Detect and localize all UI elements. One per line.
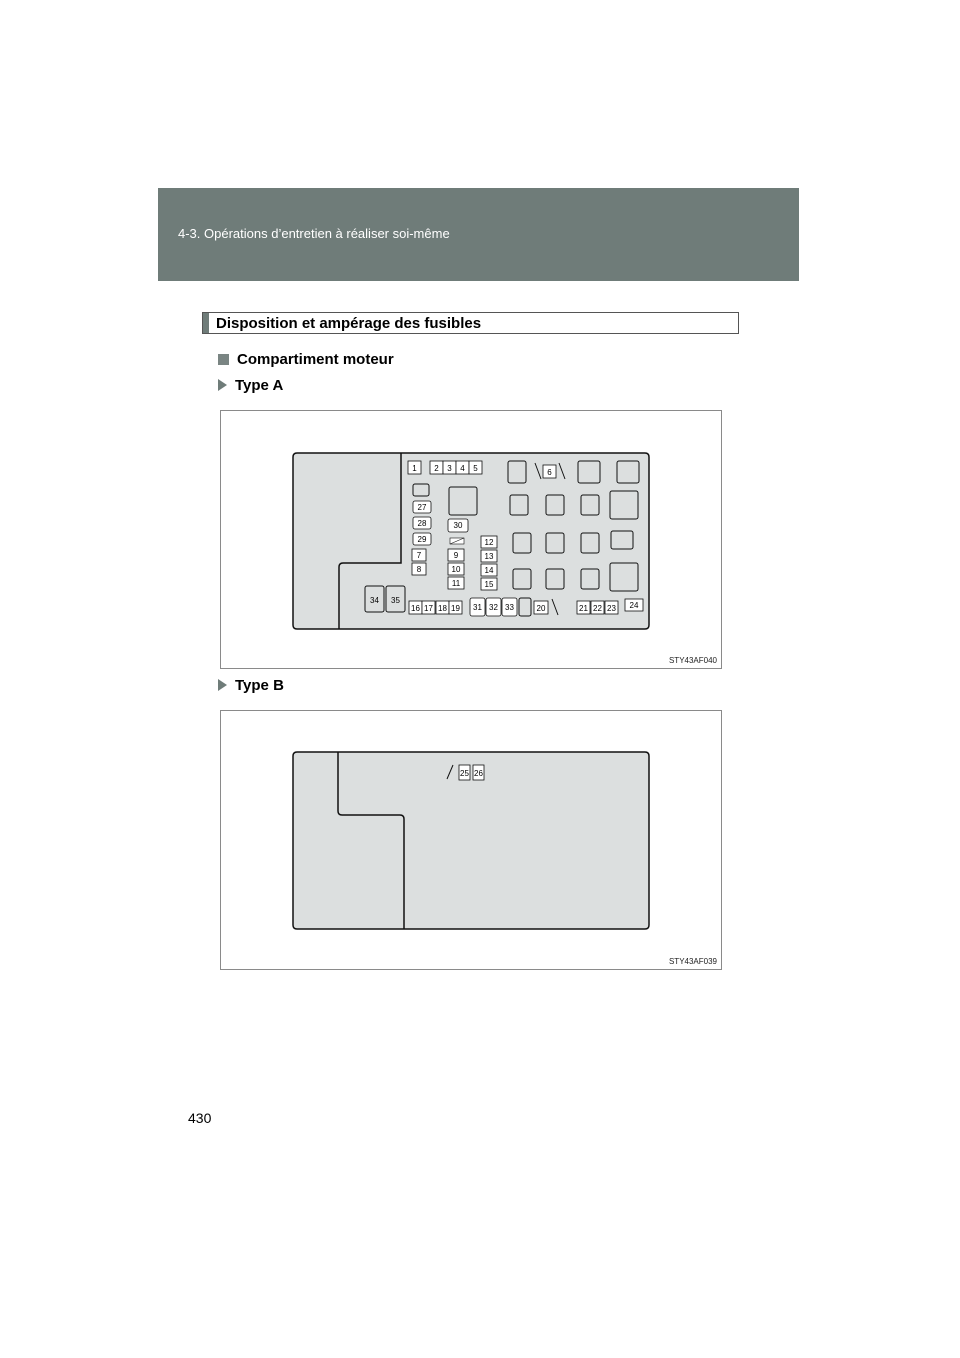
fuse-1	[408, 461, 421, 474]
fuse-17	[422, 601, 435, 614]
svg-text:9: 9	[453, 551, 459, 560]
fuse-5	[469, 461, 482, 474]
subsection-heading	[218, 351, 394, 368]
fuse-22	[591, 601, 604, 614]
svg-text:32: 32	[489, 603, 498, 612]
section-heading	[202, 312, 739, 334]
relay	[546, 533, 564, 553]
fuse-15	[481, 578, 497, 590]
svg-text:29: 29	[417, 535, 427, 544]
svg-text:8: 8	[416, 565, 422, 574]
fuse-28	[413, 517, 431, 529]
svg-text:17: 17	[424, 604, 433, 613]
chapter-header	[158, 188, 799, 281]
chapter-title: 4-3. Opérations d’entretien à réaliser soi-même	[178, 226, 450, 241]
fuse-10	[448, 563, 464, 575]
svg-text:13: 13	[484, 552, 494, 561]
svg-text:35: 35	[391, 596, 400, 605]
fuse-13	[481, 550, 497, 562]
svg-text:6: 6	[547, 468, 552, 477]
svg-text:16: 16	[411, 604, 420, 613]
square-bullet-icon	[218, 354, 229, 365]
svg-text:3: 3	[447, 464, 452, 473]
fuse-25	[459, 765, 470, 780]
fuse-box-type-b-svg	[221, 711, 723, 971]
subsection-title: Compartiment moteur	[237, 351, 394, 368]
fuse-30	[448, 519, 468, 532]
svg-text:23: 23	[607, 604, 616, 613]
fuse-34	[365, 586, 384, 612]
fuse-box-type-a-svg	[221, 411, 723, 670]
fuse-21	[577, 601, 590, 614]
fuse-box-panel	[293, 752, 649, 929]
type-a-label: Type A	[235, 377, 284, 394]
relay	[581, 569, 599, 589]
fuse-slot	[413, 484, 429, 496]
relay	[546, 569, 564, 589]
relay	[617, 461, 639, 483]
type-b-label: Type B	[235, 677, 284, 694]
svg-text:1: 1	[412, 464, 417, 473]
relay	[611, 531, 633, 549]
svg-text:10: 10	[451, 565, 461, 574]
relay	[513, 533, 531, 553]
svg-text:34: 34	[370, 596, 379, 605]
svg-text:21: 21	[579, 604, 588, 613]
svg-text:5: 5	[473, 464, 478, 473]
type-b-heading	[218, 677, 284, 694]
page-number: 430	[188, 1110, 212, 1126]
fuse-diagram-type-b	[220, 710, 722, 970]
svg-text:12: 12	[484, 538, 494, 547]
fuse-6	[543, 465, 556, 478]
relay	[610, 563, 638, 591]
fuse-8	[412, 563, 426, 575]
svg-text:20: 20	[536, 604, 546, 613]
relay	[513, 569, 531, 589]
fuse-29	[413, 533, 431, 545]
fuse-12	[481, 536, 497, 548]
relay	[449, 487, 477, 515]
relay	[581, 495, 599, 515]
fuse-24	[625, 599, 643, 611]
svg-text:14: 14	[484, 566, 494, 575]
type-a-heading	[218, 377, 283, 394]
fuse-26	[473, 765, 484, 780]
fuse-18	[436, 601, 449, 614]
fuse-35	[386, 586, 405, 612]
svg-text:25: 25	[460, 769, 469, 778]
svg-text:19: 19	[451, 604, 460, 613]
svg-text:4: 4	[460, 464, 465, 473]
fuse-3	[443, 461, 456, 474]
fuse-7	[412, 549, 426, 561]
svg-text:33: 33	[505, 603, 514, 612]
relay	[546, 495, 564, 515]
svg-text:7: 7	[416, 551, 422, 560]
relay	[508, 461, 526, 483]
fuse-2	[430, 461, 443, 474]
fuse-11	[448, 577, 464, 589]
relay	[581, 533, 599, 553]
fuse-27	[413, 501, 431, 513]
fuse-31	[470, 598, 485, 616]
fuse-32	[486, 598, 501, 616]
svg-text:31: 31	[473, 603, 482, 612]
svg-text:28: 28	[417, 519, 427, 528]
section-title: Disposition et ampérage des fusibles	[216, 315, 482, 332]
svg-text:27: 27	[417, 503, 427, 512]
triangle-bullet-icon	[218, 679, 227, 691]
svg-text:24: 24	[629, 601, 639, 610]
figure-code-type-a: STY43AF040	[668, 656, 717, 665]
fuse-14	[481, 564, 497, 576]
svg-text:22: 22	[593, 604, 602, 613]
triangle-bullet-icon	[218, 379, 227, 391]
section-heading-bar	[203, 313, 209, 333]
fuse-4	[456, 461, 469, 474]
svg-text:2: 2	[434, 464, 439, 473]
figure-code-type-b: STY43AF039	[668, 957, 717, 966]
fuse-33	[502, 598, 517, 616]
fuse-19	[449, 601, 462, 614]
fuse-23	[605, 601, 618, 614]
svg-text:26: 26	[474, 769, 483, 778]
svg-text:30: 30	[453, 521, 463, 530]
relay	[510, 495, 528, 515]
svg-text:18: 18	[438, 604, 447, 613]
svg-text:15: 15	[484, 580, 494, 589]
fuse-9	[448, 549, 464, 561]
relay	[578, 461, 600, 483]
fuse-slot	[519, 598, 531, 616]
fuse-20	[534, 601, 548, 614]
fuse-diagram-type-a	[220, 410, 722, 669]
relay	[610, 491, 638, 519]
svg-text:11: 11	[451, 579, 461, 588]
fuse-16	[409, 601, 422, 614]
